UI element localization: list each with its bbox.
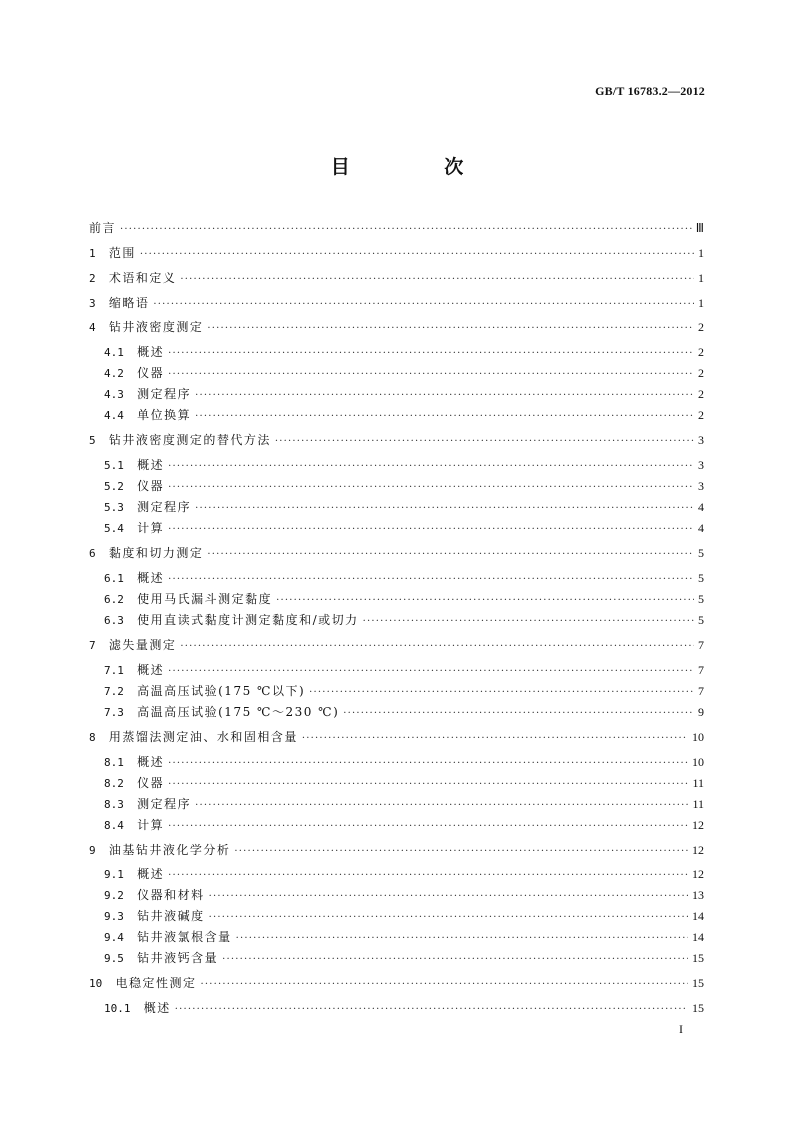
toc-entry-page: 1 bbox=[698, 246, 704, 260]
toc-leader-dots bbox=[168, 344, 694, 364]
toc-entry-page: 10 bbox=[692, 755, 704, 769]
toc-entry-number: 2 bbox=[89, 272, 109, 285]
toc-entry-number: 5 bbox=[89, 434, 109, 447]
toc-entry-number: 8.3 bbox=[104, 798, 138, 811]
toc-entry-number: 6.1 bbox=[104, 572, 138, 585]
toc-entry-label: 单位换算 bbox=[137, 408, 192, 422]
toc-entry[interactable] bbox=[89, 384, 704, 404]
toc-entry[interactable] bbox=[89, 518, 704, 538]
toc-leader-dots bbox=[275, 432, 694, 452]
toc-leader-dots bbox=[195, 386, 694, 406]
toc-entry[interactable] bbox=[89, 342, 704, 362]
toc-entry-number: 8.2 bbox=[104, 777, 138, 790]
toc-leader-dots bbox=[236, 929, 688, 949]
toc-entry-number: 9.2 bbox=[104, 889, 138, 902]
toc-entry-number: 8 bbox=[89, 731, 109, 744]
toc-entry-page: 3 bbox=[698, 433, 704, 447]
toc-entry-number: 4.4 bbox=[104, 409, 138, 422]
toc-entry-label: 概述 bbox=[137, 345, 165, 359]
toc-entry-page: 12 bbox=[692, 843, 704, 857]
toc-entry-number: 9.3 bbox=[104, 910, 138, 923]
toc-entry[interactable] bbox=[89, 218, 704, 238]
toc-entry-page: 2 bbox=[698, 345, 704, 359]
toc-entry-label: 使用马氏漏斗测定黏度 bbox=[137, 592, 273, 606]
toc-entry-page: 7 bbox=[698, 684, 704, 698]
toc-entry-label: 钻井液氯根含量 bbox=[137, 930, 232, 944]
toc-entry[interactable] bbox=[89, 815, 704, 835]
toc-entry-page: 2 bbox=[698, 366, 704, 380]
toc-entry[interactable] bbox=[89, 363, 704, 383]
toc-entry-label: 电稳定性测定 bbox=[115, 976, 197, 990]
toc-leader-dots bbox=[195, 499, 694, 519]
toc-entry-label: 概述 bbox=[137, 663, 165, 677]
toc-entry-label: 仪器 bbox=[137, 776, 165, 790]
toc-entry[interactable] bbox=[89, 927, 704, 947]
toc-entry-number: 6.2 bbox=[104, 593, 138, 606]
toc-entry-number: 4.2 bbox=[104, 367, 138, 380]
toc-leader-dots bbox=[168, 754, 688, 774]
toc-entry[interactable] bbox=[89, 568, 704, 588]
toc-leader-dots bbox=[209, 908, 688, 928]
toc-entry-page: 10 bbox=[692, 730, 704, 744]
toc-entry-label: 缩略语 bbox=[108, 296, 150, 310]
toc-entry-page: 4 bbox=[698, 521, 704, 535]
toc-entry-label: 钻井液密度测定的替代方法 bbox=[108, 433, 271, 447]
toc-entry-label: 油基钻井液化学分析 bbox=[108, 843, 231, 857]
toc-entry[interactable] bbox=[89, 405, 704, 425]
toc-entry[interactable] bbox=[89, 840, 704, 860]
toc-leader-dots bbox=[363, 612, 694, 632]
toc-entry-number: 4 bbox=[89, 321, 109, 334]
toc-leader-dots bbox=[207, 545, 694, 565]
toc-entry-label: 测定程序 bbox=[137, 500, 192, 514]
toc-entry-page: Ⅲ bbox=[695, 221, 704, 235]
toc-leader-dots bbox=[153, 295, 694, 315]
toc-entry-label: 测定程序 bbox=[137, 797, 192, 811]
toc-entry[interactable] bbox=[89, 660, 704, 680]
toc-leader-dots bbox=[168, 775, 688, 795]
toc-entry-page: 2 bbox=[698, 387, 704, 401]
toc-leader-dots bbox=[168, 866, 688, 886]
toc-entry-label: 计算 bbox=[137, 521, 165, 535]
toc-entry-page: 14 bbox=[692, 930, 704, 944]
toc-leader-dots bbox=[207, 319, 694, 339]
toc-entry[interactable] bbox=[89, 543, 704, 563]
toc-leader-dots bbox=[168, 520, 694, 540]
toc-entry-label: 使用直读式黏度计测定黏度和/或切力 bbox=[137, 613, 359, 627]
toc-entry-label: 仪器 bbox=[137, 479, 165, 493]
toc-entry-number: 3 bbox=[89, 297, 109, 310]
toc-entry[interactable] bbox=[89, 906, 704, 926]
toc-entry-number: 7.2 bbox=[104, 685, 138, 698]
toc-leader-dots bbox=[195, 407, 694, 427]
toc-entry[interactable] bbox=[89, 773, 704, 793]
toc-entry-page: 11 bbox=[692, 776, 704, 790]
toc-entry-page: 5 bbox=[698, 571, 704, 585]
toc-leader-dots bbox=[195, 796, 688, 816]
toc-entry[interactable] bbox=[89, 497, 704, 517]
toc-entry-page: 13 bbox=[692, 888, 704, 902]
toc-entry-number: 10.1 bbox=[104, 1002, 144, 1015]
toc-entry-page: 9 bbox=[698, 705, 704, 719]
toc-leader-dots bbox=[222, 950, 688, 970]
toc-entry[interactable] bbox=[89, 727, 704, 747]
toc-entry-label: 计算 bbox=[137, 818, 165, 832]
toc-entry[interactable] bbox=[89, 702, 704, 722]
toc-entry-number: 6.3 bbox=[104, 614, 138, 627]
toc-entry-label: 滤失量测定 bbox=[108, 638, 177, 652]
toc-entry-number: 4.1 bbox=[104, 346, 138, 359]
toc-entry[interactable] bbox=[89, 293, 704, 313]
toc-entry-page: 3 bbox=[698, 479, 704, 493]
toc-entry-number: 5.4 bbox=[104, 522, 138, 535]
toc-entry[interactable] bbox=[89, 476, 704, 496]
toc-leader-dots bbox=[234, 842, 688, 862]
toc-entry-number: 7.1 bbox=[104, 664, 138, 677]
toc-entry-page: 15 bbox=[692, 1001, 704, 1015]
toc-entry-label: 概述 bbox=[137, 458, 165, 472]
toc-entry-number: 9.5 bbox=[104, 952, 138, 965]
toc-entry-number: 5.3 bbox=[104, 501, 138, 514]
toc-entry-label: 仪器 bbox=[137, 366, 165, 380]
toc-entry-page: 4 bbox=[698, 500, 704, 514]
toc-entry-page: 14 bbox=[692, 909, 704, 923]
toc-entry-number: 7.3 bbox=[104, 706, 138, 719]
toc-leader-dots bbox=[168, 817, 688, 837]
toc-entry[interactable] bbox=[89, 998, 704, 1018]
toc-entry-label: 钻井液钙含量 bbox=[137, 951, 219, 965]
toc-entry-label: 仪器和材料 bbox=[137, 888, 205, 902]
toc-entry-page: 3 bbox=[698, 458, 704, 472]
toc-leader-dots bbox=[140, 245, 694, 265]
toc-entry-page: 12 bbox=[692, 818, 704, 832]
toc-entry[interactable] bbox=[89, 610, 704, 630]
toc-entry-number: 6 bbox=[89, 547, 109, 560]
toc-entry-page: 15 bbox=[692, 976, 704, 990]
toc-entry-page: 5 bbox=[698, 613, 704, 627]
toc-entry-number: 1 bbox=[89, 247, 109, 260]
toc-leader-dots bbox=[180, 637, 694, 657]
toc-entry[interactable] bbox=[89, 752, 704, 772]
toc-leader-dots bbox=[209, 887, 688, 907]
toc-entry-page: 5 bbox=[698, 592, 704, 606]
toc-leader-dots bbox=[302, 729, 688, 749]
toc-entry-label: 概述 bbox=[137, 571, 165, 585]
toc-entry-page: 2 bbox=[698, 320, 704, 334]
toc-entry-number: 5.1 bbox=[104, 459, 138, 472]
toc-leader-dots bbox=[168, 478, 694, 498]
toc-leader-dots bbox=[120, 220, 692, 240]
toc-entry-page: 7 bbox=[698, 663, 704, 677]
toc-entry[interactable] bbox=[89, 243, 704, 263]
toc-leader-dots bbox=[180, 270, 694, 290]
toc-entry-number: 9.4 bbox=[104, 931, 138, 944]
toc-leader-dots bbox=[168, 457, 694, 477]
page-title: 目 次 bbox=[330, 156, 508, 178]
toc-leader-dots bbox=[201, 975, 688, 995]
toc-entry-label: 范围 bbox=[108, 246, 136, 260]
toc-entry-page: 1 bbox=[698, 271, 704, 285]
toc-entry-label: 钻井液碱度 bbox=[137, 909, 205, 923]
toc-entry-number: 9.1 bbox=[104, 868, 138, 881]
toc-leader-dots bbox=[168, 365, 694, 385]
toc-entry-label: 钻井液密度测定 bbox=[108, 320, 204, 334]
toc-leader-dots bbox=[168, 662, 694, 682]
toc-entry-label: 概述 bbox=[143, 1001, 171, 1015]
toc-entry[interactable] bbox=[89, 973, 704, 993]
toc-entry-label: 前言 bbox=[89, 221, 117, 235]
toc-entry-page: 12 bbox=[692, 867, 704, 881]
toc-entry-page: 2 bbox=[698, 408, 704, 422]
toc-entry-label: 高温高压试验(175 ℃以下) bbox=[137, 684, 306, 698]
standard-code: GB/T 16783.2—2012 bbox=[595, 84, 705, 98]
toc-entry-label: 术语和定义 bbox=[108, 271, 177, 285]
toc-leader-dots bbox=[168, 570, 694, 590]
toc-entry-number: 5.2 bbox=[104, 480, 138, 493]
toc-entry-number: 4.3 bbox=[104, 388, 138, 401]
toc-entry-page: 11 bbox=[692, 797, 704, 811]
toc-entry-page: 7 bbox=[698, 638, 704, 652]
toc-entry-page: 15 bbox=[692, 951, 704, 965]
toc-entry[interactable] bbox=[89, 948, 704, 968]
toc-entry[interactable] bbox=[89, 317, 704, 337]
toc-entry-number: 10 bbox=[89, 977, 116, 990]
toc-entry-page: 5 bbox=[698, 546, 704, 560]
toc-entry-label: 概述 bbox=[137, 755, 165, 769]
toc-entry-number: 7 bbox=[89, 639, 109, 652]
toc-entry-number: 8.1 bbox=[104, 756, 138, 769]
toc-entry[interactable] bbox=[89, 635, 704, 655]
toc-entry-number: 9 bbox=[89, 844, 109, 857]
toc-entry-page: 1 bbox=[698, 296, 704, 310]
toc-entry-label: 测定程序 bbox=[137, 387, 192, 401]
toc-leader-dots bbox=[309, 683, 694, 703]
toc-entry[interactable] bbox=[89, 681, 704, 701]
toc-leader-dots bbox=[343, 704, 694, 724]
toc-entry[interactable] bbox=[89, 885, 704, 905]
toc-entry[interactable] bbox=[89, 794, 704, 814]
toc-entry[interactable] bbox=[89, 589, 704, 609]
toc-entry-label: 用蒸馏法测定油、水和固相含量 bbox=[108, 730, 298, 744]
toc-entry[interactable] bbox=[89, 864, 704, 884]
toc-entry-label: 概述 bbox=[137, 867, 165, 881]
toc-leader-dots bbox=[175, 1000, 688, 1020]
toc-entry[interactable] bbox=[89, 430, 704, 450]
toc-entry-label: 高温高压试验(175 ℃～230 ℃) bbox=[137, 705, 340, 719]
toc-entry-number: 8.4 bbox=[104, 819, 138, 832]
toc-entry[interactable] bbox=[89, 268, 704, 288]
toc-entry-label: 黏度和切力测定 bbox=[108, 546, 204, 560]
toc-entry[interactable] bbox=[89, 455, 704, 475]
footer-page-number: I bbox=[679, 1022, 683, 1036]
toc-leader-dots bbox=[276, 591, 694, 611]
